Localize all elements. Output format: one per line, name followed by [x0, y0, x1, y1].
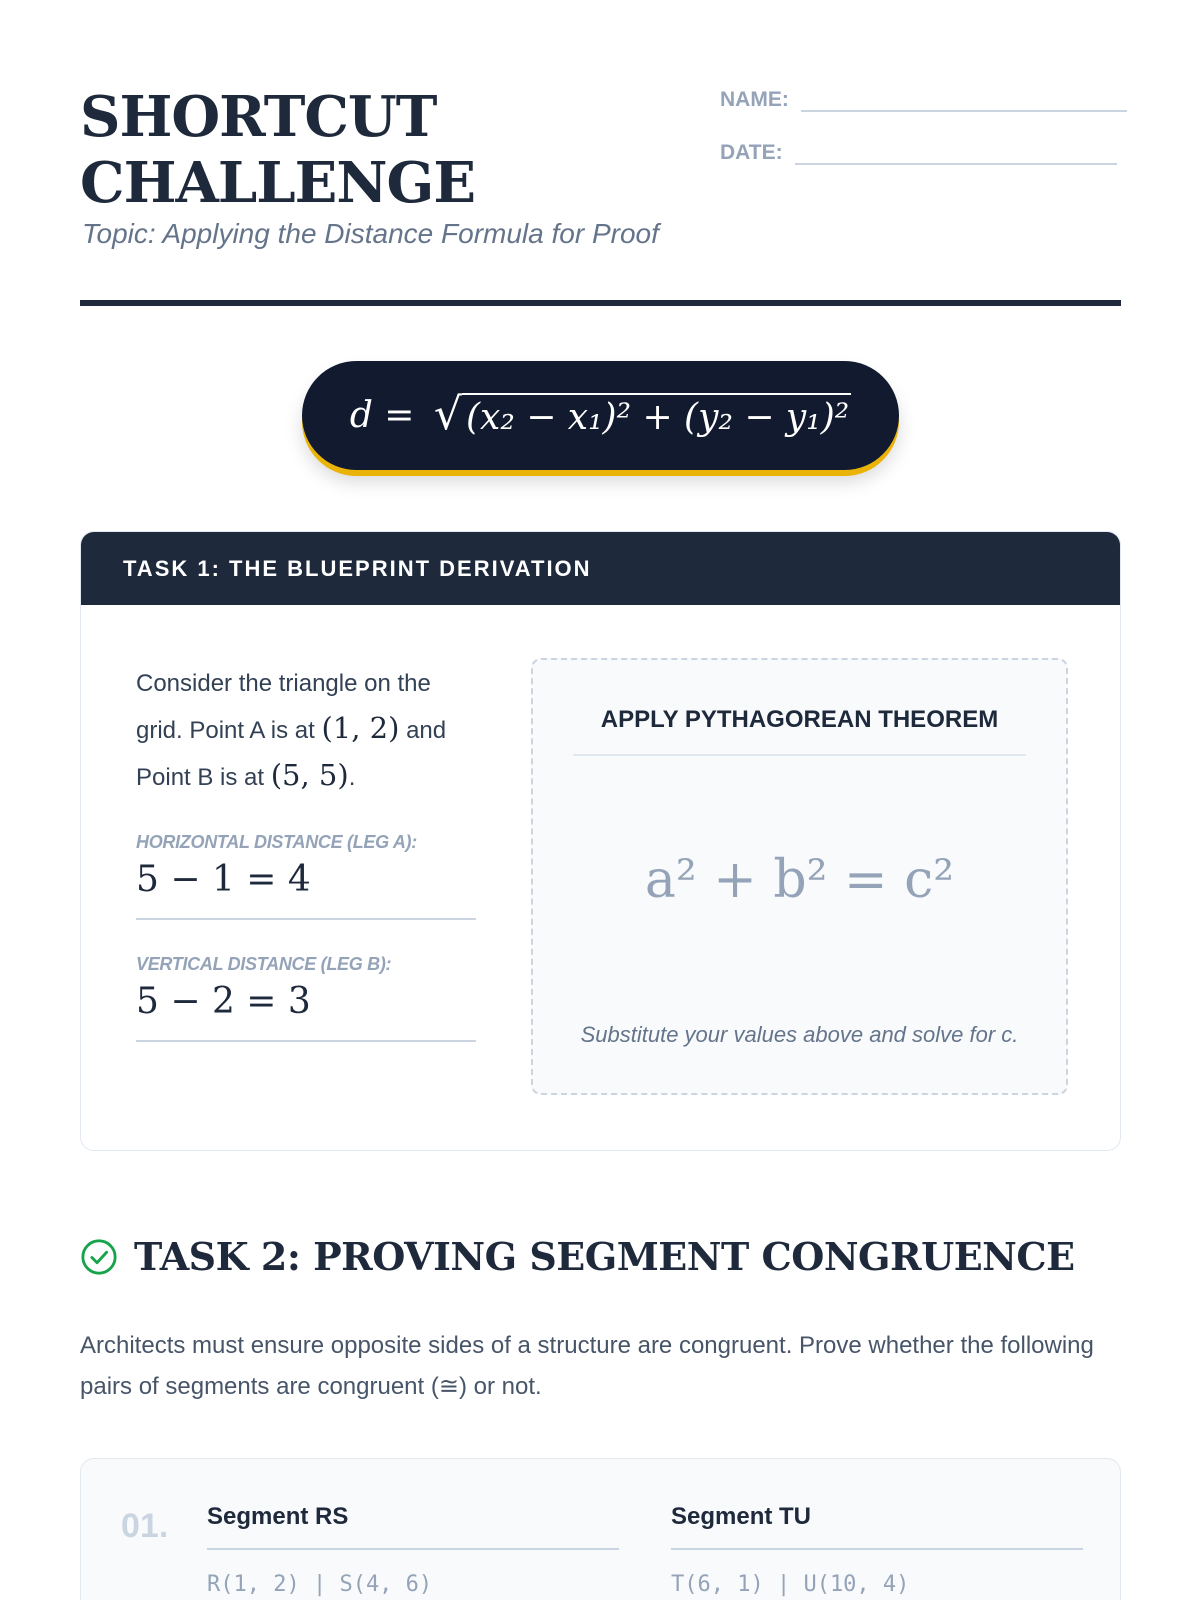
date-label: DATE: [720, 141, 783, 164]
point-a-coords: (1, 2) [321, 711, 400, 745]
formula-equals: = [372, 395, 426, 436]
segment-tu-name: Segment TU [671, 1503, 812, 1530]
task1-title: TASK 1: THE BLUEPRINT DERIVATION [123, 555, 592, 581]
leg-a-block [136, 832, 481, 920]
task1-intro [136, 662, 481, 800]
segment-rs [207, 1503, 619, 1597]
leg-a-answer-line[interactable] [136, 918, 476, 920]
worksheet-title [80, 84, 475, 216]
segment-rs-name: Segment RS [207, 1503, 349, 1530]
leg-b-label: VERTICAL DISTANCE (LEG B): [136, 954, 392, 974]
date-field [720, 141, 1117, 165]
leg-b-block [136, 954, 481, 1042]
segment-pair-card [80, 1458, 1121, 1600]
item-number: 01. [121, 1507, 169, 1545]
leg-b-answer-line[interactable] [136, 1040, 476, 1042]
leg-b-value: 5 − 2 = 3 [136, 981, 311, 1022]
point-b-coords: (5, 5) [270, 758, 349, 792]
task1-card [80, 531, 1121, 1151]
header-divider [80, 300, 1121, 306]
task1-header [81, 532, 1120, 605]
name-field [720, 88, 1127, 112]
title-line-2: CHALLENGE [80, 150, 476, 216]
check-circle-icon [80, 1238, 118, 1276]
segment-tu-coords: T(6, 1) | U(10, 4) [671, 1572, 910, 1597]
distance-formula-banner [302, 361, 899, 470]
leg-a-value: 5 − 1 = 4 [136, 859, 311, 900]
name-blank-line[interactable] [801, 110, 1127, 112]
segment-rs-coords: R(1, 2) | S(4, 6) [207, 1572, 433, 1597]
intro-text-a: Consider the triangle on the grid. Point A is at [136, 670, 431, 744]
intro-text-c: . [348, 764, 356, 791]
task1-left-column [136, 662, 481, 1042]
topic-subtitle: Topic: Applying the Distance Formula for Proof [82, 218, 659, 249]
name-label: NAME: [720, 88, 789, 111]
formula-radical [433, 389, 851, 440]
task2-title: TASK 2: PROVING SEGMENT CONGRUENCE [134, 1234, 1075, 1279]
title-line-1: SHORTCUT [80, 84, 437, 150]
segment-tu-line [671, 1548, 1083, 1550]
leg-a-label: HORIZONTAL DISTANCE (LEG A): [136, 832, 417, 852]
pythagorean-panel-title: APPLY PYTHAGOREAN THEOREM [600, 706, 999, 733]
task2-heading [80, 1234, 1075, 1279]
intro-text-b: and Point B is at [136, 717, 447, 791]
date-blank-line[interactable] [795, 163, 1117, 165]
segment-rs-line [207, 1548, 619, 1550]
sqrt-icon: √ [433, 389, 462, 440]
formula-d: d [349, 395, 373, 436]
segment-tu [671, 1503, 1083, 1597]
task2-description: Architects must ensure opposite sides of a structure are congruent. Prove whether the following pairs of segments are congruent (≅) or not. [80, 1332, 1094, 1400]
panel-divider [573, 754, 1026, 756]
pythagorean-panel[interactable] [531, 658, 1068, 1095]
formula-radicand: (x₂ − x₁)² + (y₂ − y₁)² [462, 393, 851, 438]
pythagorean-equation: a² + b² = c² [644, 850, 955, 910]
solve-hint: Substitute your values above and solve for c. [580, 1022, 1019, 1047]
